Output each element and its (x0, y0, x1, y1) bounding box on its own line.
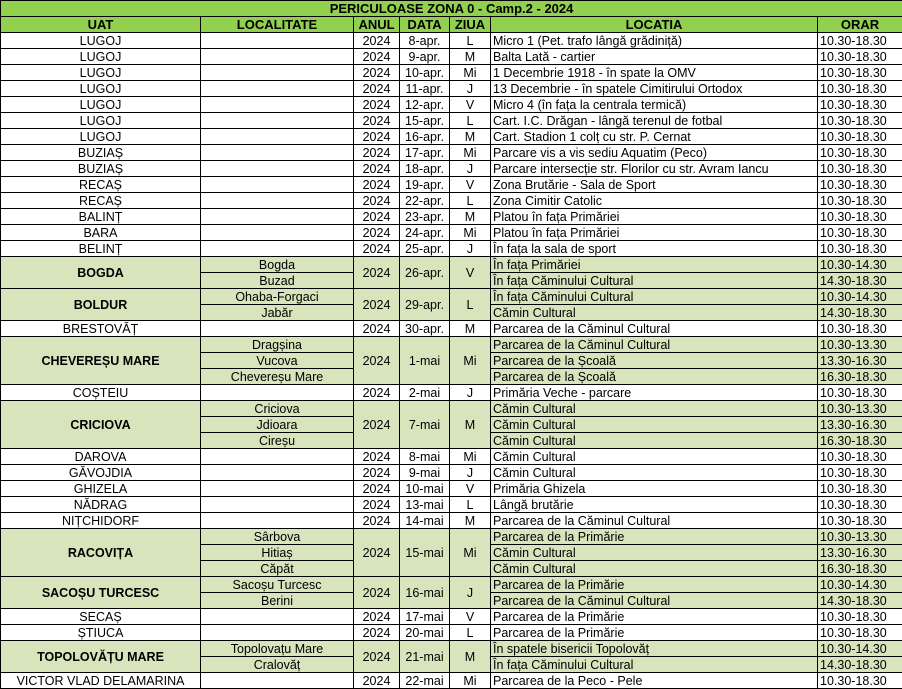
data-cell: 10-mai (400, 481, 450, 497)
anul-cell: 2024 (354, 673, 400, 689)
locatia-cell: Parcarea de la Școală (491, 369, 818, 385)
header-data: DATA (400, 17, 450, 33)
ziua-cell: Mi (450, 225, 491, 241)
orar-cell: 16.30-18.30 (818, 561, 902, 577)
locatia-cell: Zona Cimitir Catolic (491, 193, 818, 209)
table-row (1, 97, 902, 113)
localitate-cell (201, 609, 354, 625)
locatia-cell: Platou în fața Primăriei (491, 209, 818, 225)
data-cell: 14-mai (400, 513, 450, 529)
localitate-cell: Topolovațu Mare (201, 641, 354, 657)
data-cell: 9-mai (400, 465, 450, 481)
locatia-cell: Parcare intersecție str. Florilor cu str. Avram Iancu (491, 161, 818, 177)
orar-cell: 10.30-18.30 (818, 609, 902, 625)
orar-cell: 10.30-18.30 (818, 177, 902, 193)
table-row (1, 241, 902, 257)
data-cell: 22-apr. (400, 193, 450, 209)
data-cell: 22-mai (400, 673, 450, 689)
orar-cell: 16.30-18.30 (818, 369, 902, 385)
table-row (1, 401, 902, 417)
header-locatia: LOCATIA (491, 17, 818, 33)
localitate-cell (201, 65, 354, 81)
ziua-cell: J (450, 81, 491, 97)
orar-cell: 14.30-18.30 (818, 593, 902, 609)
localitate-cell (201, 225, 354, 241)
orar-cell: 10.30-18.30 (818, 673, 902, 689)
table-row (1, 177, 902, 193)
locatia-cell: Parcarea de la Căminul Cultural (491, 593, 818, 609)
anul-cell: 2024 (354, 145, 400, 161)
table-row (1, 209, 902, 225)
ziua-cell: L (450, 33, 491, 49)
data-cell: 9-apr. (400, 49, 450, 65)
localitate-cell: Ohaba-Forgaci (201, 289, 354, 305)
localitate-cell: Jabăr (201, 305, 354, 321)
localitate-cell: Vucova (201, 353, 354, 369)
uat-cell: RACOVIȚA (1, 529, 201, 577)
anul-cell: 2024 (354, 129, 400, 145)
table-row (1, 465, 902, 481)
localitate-cell (201, 81, 354, 97)
uat-cell: LUGOJ (1, 81, 201, 97)
data-cell: 12-apr. (400, 97, 450, 113)
anul-cell: 2024 (354, 641, 400, 673)
uat-cell: TOPOLOVĂȚU MARE (1, 641, 201, 673)
table-row (1, 497, 902, 513)
anul-cell: 2024 (354, 385, 400, 401)
locatia-cell: Cart. I.C. Drăgan - lângă terenul de fotbal (491, 113, 818, 129)
orar-cell: 10.30-14.30 (818, 641, 902, 657)
orar-cell: 10.30-18.30 (818, 33, 902, 49)
anul-cell: 2024 (354, 225, 400, 241)
orar-cell: 10.30-13.30 (818, 529, 902, 545)
localitate-cell (201, 113, 354, 129)
uat-cell: CHEVEREȘU MARE (1, 337, 201, 385)
ziua-cell: J (450, 465, 491, 481)
locatia-cell: 1 Decembrie 1918 - în spate la OMV (491, 65, 818, 81)
locatia-cell: Cămin Cultural (491, 417, 818, 433)
table-row (1, 449, 902, 465)
locatia-cell: Parcarea de la Peco - Pele (491, 673, 818, 689)
ziua-cell: Mi (450, 449, 491, 465)
table-row (1, 321, 902, 337)
uat-cell: RECAȘ (1, 177, 201, 193)
orar-cell: 10.30-18.30 (818, 113, 902, 129)
anul-cell: 2024 (354, 113, 400, 129)
orar-cell: 10.30-13.30 (818, 337, 902, 353)
locatia-cell: Parcarea de la Căminul Cultural (491, 513, 818, 529)
data-cell: 8-mai (400, 449, 450, 465)
uat-cell: CRICIOVA (1, 401, 201, 449)
header-ziua: ZIUA (450, 17, 491, 33)
data-cell: 17-apr. (400, 145, 450, 161)
data-cell: 25-apr. (400, 241, 450, 257)
localitate-cell (201, 321, 354, 337)
data-cell: 23-apr. (400, 209, 450, 225)
locatia-cell: Parcarea de la Școală (491, 353, 818, 369)
orar-cell: 10.30-14.30 (818, 289, 902, 305)
table-row (1, 49, 902, 65)
ziua-cell: V (450, 609, 491, 625)
table-row (1, 337, 902, 353)
table-row (1, 145, 902, 161)
data-cell: 17-mai (400, 609, 450, 625)
ziua-cell: J (450, 241, 491, 257)
localitate-cell (201, 33, 354, 49)
locatia-cell: În fața Căminului Cultural (491, 273, 818, 289)
table-body (1, 33, 902, 689)
locatia-cell: În fața Primăriei (491, 257, 818, 273)
ziua-cell: M (450, 401, 491, 449)
uat-cell: BARA (1, 225, 201, 241)
ziua-cell: M (450, 129, 491, 145)
anul-cell: 2024 (354, 289, 400, 321)
localitate-cell (201, 673, 354, 689)
ziua-cell: L (450, 113, 491, 129)
ziua-cell: Mi (450, 529, 491, 577)
orar-cell: 10.30-18.30 (818, 81, 902, 97)
locatia-cell: Cămin Cultural (491, 545, 818, 561)
locatia-cell: Balta Lată - cartier (491, 49, 818, 65)
anul-cell: 2024 (354, 177, 400, 193)
uat-cell: BALINȚ (1, 209, 201, 225)
uat-cell: GĂVOJDIA (1, 465, 201, 481)
locatia-cell: Cămin Cultural (491, 401, 818, 417)
data-cell: 2-mai (400, 385, 450, 401)
localitate-cell (201, 449, 354, 465)
anul-cell: 2024 (354, 241, 400, 257)
locatia-cell: Cart. Stadion 1 colț cu str. P. Cernat (491, 129, 818, 145)
table-row (1, 81, 902, 97)
orar-cell: 10.30-18.30 (818, 161, 902, 177)
data-cell: 1-mai (400, 337, 450, 385)
anul-cell: 2024 (354, 465, 400, 481)
ziua-cell: Mi (450, 337, 491, 385)
table-row (1, 193, 902, 209)
localitate-cell: Cralovăț (201, 657, 354, 673)
localitate-cell: Buzad (201, 273, 354, 289)
locatia-cell: Parcarea de la Primărie (491, 577, 818, 593)
table-row (1, 161, 902, 177)
localitate-cell (201, 145, 354, 161)
anul-cell: 2024 (354, 161, 400, 177)
locatia-cell: În fața Căminului Cultural (491, 289, 818, 305)
locatia-cell: Zona Brutărie - Sala de Sport (491, 177, 818, 193)
locatia-cell: Primăria Ghizela (491, 481, 818, 497)
ziua-cell: Mi (450, 65, 491, 81)
anul-cell: 2024 (354, 481, 400, 497)
localitate-cell: Bogda (201, 257, 354, 273)
locatia-cell: Platou în fața Primăriei (491, 225, 818, 241)
table-row (1, 33, 902, 49)
locatia-cell: În fața Căminului Cultural (491, 657, 818, 673)
localitate-cell (201, 385, 354, 401)
localitate-cell: Dragșina (201, 337, 354, 353)
table-row (1, 641, 902, 657)
data-cell: 30-apr. (400, 321, 450, 337)
ziua-cell: J (450, 161, 491, 177)
localitate-cell: Căpăt (201, 561, 354, 577)
data-cell: 7-mai (400, 401, 450, 449)
localitate-cell (201, 177, 354, 193)
table-row (1, 385, 902, 401)
orar-cell: 10.30-13.30 (818, 401, 902, 417)
table-row (1, 625, 902, 641)
locatia-cell: În spatele bisericii Topolovăț (491, 641, 818, 657)
orar-cell: 10.30-18.30 (818, 513, 902, 529)
ziua-cell: Mi (450, 145, 491, 161)
data-cell: 13-mai (400, 497, 450, 513)
header-localitate: LOCALITATE (201, 17, 354, 33)
localitate-cell: Criciova (201, 401, 354, 417)
orar-cell: 10.30-18.30 (818, 129, 902, 145)
uat-cell: LUGOJ (1, 65, 201, 81)
data-cell: 16-mai (400, 577, 450, 609)
data-cell: 24-apr. (400, 225, 450, 241)
orar-cell: 16.30-18.30 (818, 433, 902, 449)
ziua-cell: M (450, 641, 491, 673)
locatia-cell: Cămin Cultural (491, 561, 818, 577)
anul-cell: 2024 (354, 257, 400, 289)
localitate-cell (201, 161, 354, 177)
ziua-cell: J (450, 577, 491, 609)
ziua-cell: L (450, 193, 491, 209)
locatia-cell: Micro 1 (Pet. trafo lângă grădiniță) (491, 33, 818, 49)
locatia-cell: 13 Decembrie - în spatele Cimitirului Ortodox (491, 81, 818, 97)
localitate-cell: Berini (201, 593, 354, 609)
header-anul: ANUL (354, 17, 400, 33)
data-cell: 16-apr. (400, 129, 450, 145)
anul-cell: 2024 (354, 193, 400, 209)
orar-cell: 13.30-16.30 (818, 545, 902, 561)
orar-cell: 10.30-18.30 (818, 481, 902, 497)
table-row (1, 65, 902, 81)
uat-cell: VICTOR VLAD DELAMARINA (1, 673, 201, 689)
anul-cell: 2024 (354, 577, 400, 609)
uat-cell: NĂDRAG (1, 497, 201, 513)
localitate-cell (201, 193, 354, 209)
locatia-cell: Cămin Cultural (491, 433, 818, 449)
localitate-cell: Sârbova (201, 529, 354, 545)
uat-cell: LUGOJ (1, 49, 201, 65)
localitate-cell (201, 209, 354, 225)
orar-cell: 10.30-18.30 (818, 65, 902, 81)
table-row (1, 513, 902, 529)
data-cell: 20-mai (400, 625, 450, 641)
locatia-cell: Parcarea de la Căminul Cultural (491, 337, 818, 353)
ziua-cell: V (450, 97, 491, 113)
locatia-cell: Cămin Cultural (491, 449, 818, 465)
orar-cell: 10.30-18.30 (818, 497, 902, 513)
localitate-cell: Hitiaș (201, 545, 354, 561)
locatia-cell: Cămin Cultural (491, 465, 818, 481)
orar-cell: 10.30-18.30 (818, 225, 902, 241)
table-row (1, 673, 902, 689)
localitate-cell: Jdioara (201, 417, 354, 433)
locatia-cell: Parcarea de la Primărie (491, 529, 818, 545)
table-row (1, 481, 902, 497)
locatia-cell: Lângă brutărie (491, 497, 818, 513)
table-row (1, 529, 902, 545)
orar-cell: 13.30-16.30 (818, 353, 902, 369)
data-cell: 19-apr. (400, 177, 450, 193)
data-cell: 18-apr. (400, 161, 450, 177)
anul-cell: 2024 (354, 321, 400, 337)
localitate-cell (201, 625, 354, 641)
uat-cell: GHIZELA (1, 481, 201, 497)
orar-cell: 10.30-14.30 (818, 257, 902, 273)
orar-cell: 14.30-18.30 (818, 273, 902, 289)
data-cell: 15-mai (400, 529, 450, 577)
ziua-cell: Mi (450, 673, 491, 689)
data-cell: 15-apr. (400, 113, 450, 129)
localitate-cell: Chevereșu Mare (201, 369, 354, 385)
anul-cell: 2024 (354, 337, 400, 385)
orar-cell: 13.30-16.30 (818, 417, 902, 433)
localitate-cell (201, 497, 354, 513)
orar-cell: 10.30-18.30 (818, 449, 902, 465)
ziua-cell: M (450, 513, 491, 529)
orar-cell: 10.30-18.30 (818, 97, 902, 113)
data-cell: 26-apr. (400, 257, 450, 289)
orar-cell: 10.30-18.30 (818, 145, 902, 161)
locatia-cell: Parcarea de la Primărie (491, 625, 818, 641)
anul-cell: 2024 (354, 401, 400, 449)
localitate-cell (201, 97, 354, 113)
data-cell: 21-mai (400, 641, 450, 673)
localitate-cell (201, 49, 354, 65)
orar-cell: 10.30-18.30 (818, 49, 902, 65)
table-row (1, 113, 902, 129)
localitate-cell (201, 481, 354, 497)
uat-cell: LUGOJ (1, 129, 201, 145)
header-row (1, 17, 902, 33)
uat-cell: COȘTEIU (1, 385, 201, 401)
locatia-cell: Parcarea de la Primărie (491, 609, 818, 625)
anul-cell: 2024 (354, 497, 400, 513)
sheet-title: PERICULOASE ZONA 0 - Camp.2 - 2024 (1, 1, 902, 17)
anul-cell: 2024 (354, 209, 400, 225)
locatia-cell: Primăria Veche - parcare (491, 385, 818, 401)
uat-cell: RECAȘ (1, 193, 201, 209)
ziua-cell: L (450, 497, 491, 513)
uat-cell: LUGOJ (1, 33, 201, 49)
orar-cell: 10.30-18.30 (818, 209, 902, 225)
anul-cell: 2024 (354, 625, 400, 641)
anul-cell: 2024 (354, 65, 400, 81)
uat-cell: SECAȘ (1, 609, 201, 625)
table-row (1, 577, 902, 593)
data-cell: 11-apr. (400, 81, 450, 97)
orar-cell: 10.30-18.30 (818, 465, 902, 481)
ziua-cell: V (450, 257, 491, 289)
uat-cell: BRESTOVĂȚ (1, 321, 201, 337)
ziua-cell: V (450, 177, 491, 193)
anul-cell: 2024 (354, 529, 400, 577)
localitate-cell (201, 465, 354, 481)
localitate-cell (201, 241, 354, 257)
uat-cell: BELINȚ (1, 241, 201, 257)
ziua-cell: M (450, 209, 491, 225)
ziua-cell: M (450, 49, 491, 65)
orar-cell: 10.30-18.30 (818, 625, 902, 641)
orar-cell: 10.30-18.30 (818, 321, 902, 337)
uat-cell: BOGDA (1, 257, 201, 289)
orar-cell: 14.30-18.30 (818, 305, 902, 321)
orar-cell: 10.30-18.30 (818, 385, 902, 401)
locatia-cell: Parcare vis a vis sediu Aquatim (Peco) (491, 145, 818, 161)
header-orar: ORAR (818, 17, 902, 33)
localitate-cell: Sacoșu Turcesc (201, 577, 354, 593)
locatia-cell: Micro 4 (în fața la centrala termică) (491, 97, 818, 113)
uat-cell: SACOȘU TURCESC (1, 577, 201, 609)
orar-cell: 10.30-14.30 (818, 577, 902, 593)
table-row (1, 609, 902, 625)
locatia-cell: Parcarea de la Căminul Cultural (491, 321, 818, 337)
uat-cell: BUZIAȘ (1, 161, 201, 177)
uat-cell: DAROVA (1, 449, 201, 465)
data-cell: 10-apr. (400, 65, 450, 81)
localitate-cell: Cireșu (201, 433, 354, 449)
table-row (1, 129, 902, 145)
ziua-cell: L (450, 625, 491, 641)
table-row (1, 225, 902, 241)
uat-cell: NIȚCHIDORF (1, 513, 201, 529)
ziua-cell: J (450, 385, 491, 401)
localitate-cell (201, 129, 354, 145)
anul-cell: 2024 (354, 33, 400, 49)
orar-cell: 10.30-18.30 (818, 193, 902, 209)
anul-cell: 2024 (354, 513, 400, 529)
data-cell: 8-apr. (400, 33, 450, 49)
ziua-cell: L (450, 289, 491, 321)
locatia-cell: Cămin Cultural (491, 305, 818, 321)
anul-cell: 2024 (354, 49, 400, 65)
uat-cell: BUZIAȘ (1, 145, 201, 161)
locatia-cell: În fața la sala de sport (491, 241, 818, 257)
anul-cell: 2024 (354, 81, 400, 97)
uat-cell: ȘTIUCA (1, 625, 201, 641)
ziua-cell: V (450, 481, 491, 497)
anul-cell: 2024 (354, 97, 400, 113)
ziua-cell: M (450, 321, 491, 337)
data-cell: 29-apr. (400, 289, 450, 321)
table-row (1, 289, 902, 305)
uat-cell: BOLDUR (1, 289, 201, 321)
anul-cell: 2024 (354, 609, 400, 625)
orar-cell: 10.30-18.30 (818, 241, 902, 257)
orar-cell: 14.30-18.30 (818, 657, 902, 673)
table-row (1, 257, 902, 273)
localitate-cell (201, 513, 354, 529)
uat-cell: LUGOJ (1, 97, 201, 113)
anul-cell: 2024 (354, 449, 400, 465)
uat-cell: LUGOJ (1, 113, 201, 129)
header-uat: UAT (1, 17, 201, 33)
